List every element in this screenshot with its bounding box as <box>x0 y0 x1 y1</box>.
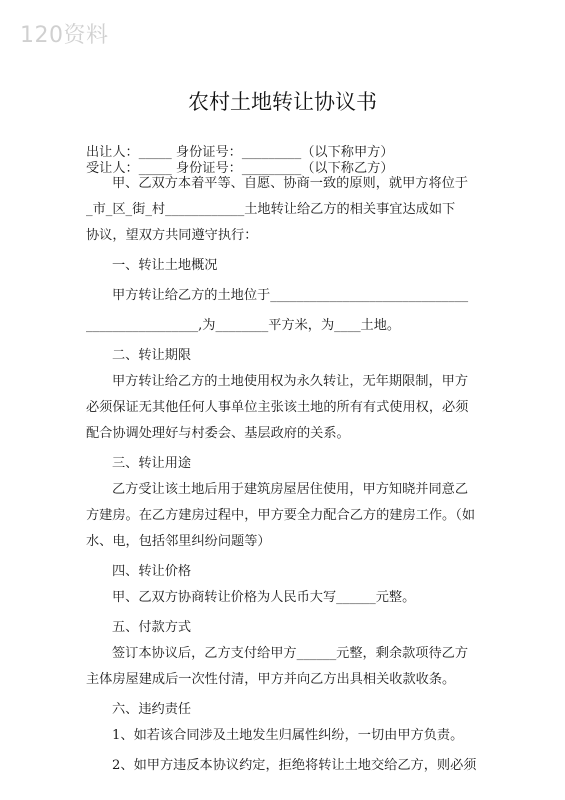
section-line: 甲、乙双方协商转让价格为人民币大写______元整。 <box>112 590 416 605</box>
section-line: 甲方转让给乙方的土地使用权为永久转让，无年期限制，甲方 <box>112 374 469 389</box>
intro-line-2: _市_区_街_村____________土地转让给乙方的相关事宜达成如下 <box>86 202 456 217</box>
section-heading: 一、转让土地概况 <box>112 258 218 273</box>
transferee-line: 受让人：_____ 身份证号：_________（以下称乙方） <box>86 161 394 176</box>
document-body <box>86 145 481 779</box>
section-line: 方建房。在乙方建房过程中，甲方要全力配合乙方的建房工作。（如 <box>86 508 476 523</box>
document-title: 农村土地转让协议书 <box>188 90 377 114</box>
section-line: _________________,为________平方米，为____土地。 <box>86 318 401 333</box>
intro-line-1: 甲、乙双方本着平等、自愿、协商一致的原则，就甲方将位于 <box>112 176 469 191</box>
intro-line-3: 协议，望双方共同遵守执行： <box>86 228 258 243</box>
transferor-line: 出让人：_____ 身份证号：_________（以下称甲方） <box>86 145 394 160</box>
section-heading: 六、违约责任 <box>112 702 192 717</box>
watermark: 120资料 <box>20 23 109 48</box>
section-line: 水、电，包括邻里纠纷问题等） <box>86 534 271 549</box>
section-line: 主体房屋建成后一次性付清，甲方并向乙方出具相关收款收条。 <box>86 672 456 687</box>
section-line: 乙方受让该土地后用于建筑房屋居住使用，甲方知晓并同意乙 <box>112 482 469 497</box>
section-line: 必须保证无其他任何人事单位主张该土地的所有有式使用权，必须 <box>86 400 469 415</box>
section-line: 甲方转让给乙方的土地位于______________________________ <box>112 288 469 303</box>
section-heading: 五、付款方式 <box>112 620 192 635</box>
section-line: 签订本协议后，乙方支付给甲方______元整，剩余款项待乙方 <box>112 646 469 661</box>
section-heading: 二、转让期限 <box>112 348 192 363</box>
section-heading: 四、转让价格 <box>112 564 192 579</box>
section-line: 1、如若该合同涉及土地发生归属性纠纷，一切由甲方负责。 <box>112 728 464 743</box>
section-heading: 三、转让用途 <box>112 456 192 471</box>
section-line: 配合协调处理好与村委会、基层政府的关系。 <box>86 426 350 441</box>
section-line: 2、如甲方违反本协议约定，拒绝将转让土地交给乙方，则必须 <box>112 758 477 773</box>
